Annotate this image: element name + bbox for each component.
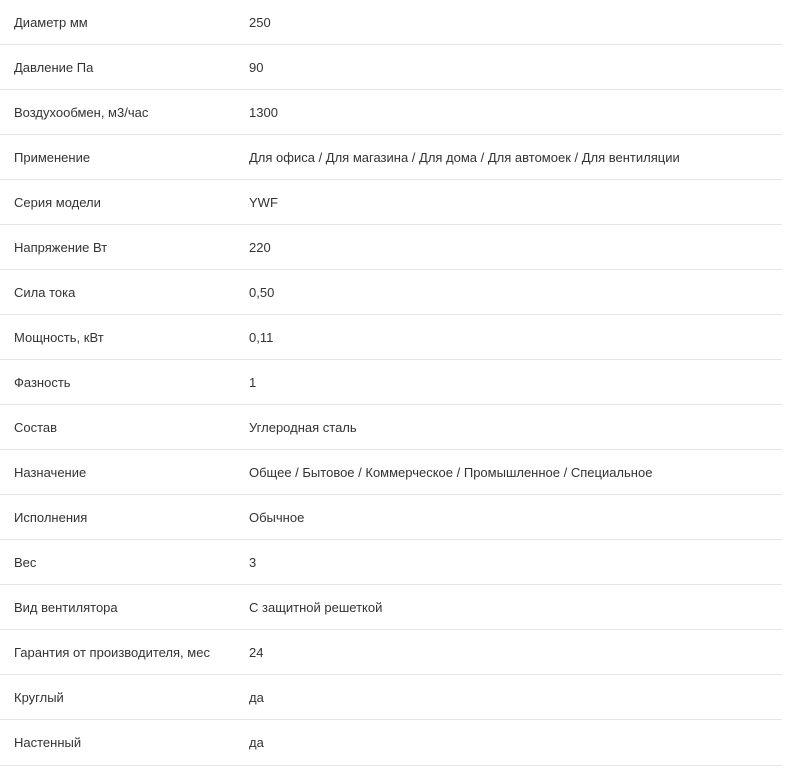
spec-label: Давление Па bbox=[14, 59, 94, 75]
spec-label: Круглый bbox=[14, 689, 64, 705]
spec-value: 90 bbox=[249, 59, 264, 75]
spec-row-purpose bbox=[0, 450, 782, 495]
spec-row-warranty bbox=[0, 630, 782, 675]
spec-row-weight bbox=[0, 540, 782, 585]
spec-label: Мощность, кВт bbox=[14, 329, 104, 345]
spec-value: да bbox=[249, 689, 264, 705]
spec-row-pressure bbox=[0, 45, 782, 90]
spec-value: YWF bbox=[249, 194, 278, 210]
spec-label: Фазность bbox=[14, 374, 71, 390]
spec-value: Обычное bbox=[249, 509, 305, 525]
spec-value: С защитной решеткой bbox=[249, 599, 383, 615]
spec-row-application bbox=[0, 135, 782, 180]
spec-label: Напряжение Вт bbox=[14, 239, 108, 255]
spec-value: да bbox=[249, 735, 264, 750]
spec-value: 24 bbox=[249, 644, 264, 660]
spec-value: 3 bbox=[249, 554, 257, 570]
spec-label: Вес bbox=[14, 554, 37, 570]
spec-label: Состав bbox=[14, 419, 58, 435]
spec-label: Диаметр мм bbox=[14, 14, 88, 30]
spec-value: 0,11 bbox=[249, 329, 274, 345]
spec-row-phases bbox=[0, 360, 782, 405]
spec-row-current bbox=[0, 270, 782, 315]
spec-label: Настенный bbox=[14, 735, 82, 750]
spec-row-version bbox=[0, 495, 782, 540]
spec-row-diameter bbox=[0, 0, 782, 45]
spec-label: Назначение bbox=[14, 464, 87, 480]
spec-row-material bbox=[0, 405, 782, 450]
spec-row-airflow bbox=[0, 90, 782, 135]
spec-label: Гарантия от производителя, мес bbox=[14, 644, 210, 660]
spec-row-fan-type bbox=[0, 585, 782, 630]
spec-value: 1 bbox=[249, 374, 257, 390]
spec-value: Общее / Бытовое / Коммерческое / Промышленное / Специальное bbox=[249, 464, 653, 480]
spec-row-wall-mounted bbox=[0, 720, 782, 766]
spec-value: Углеродная сталь bbox=[249, 419, 357, 435]
spec-row-model-series bbox=[0, 180, 782, 225]
spec-label: Воздухообмен, м3/час bbox=[14, 104, 149, 120]
spec-value: 0,50 bbox=[249, 284, 275, 300]
spec-value: 1300 bbox=[249, 104, 278, 120]
spec-row-round bbox=[0, 675, 782, 720]
spec-value: 250 bbox=[249, 14, 271, 30]
spec-label: Сила тока bbox=[14, 284, 76, 300]
spec-label: Вид вентилятора bbox=[14, 599, 118, 615]
spec-label: Применение bbox=[14, 149, 91, 165]
spec-row-voltage bbox=[0, 225, 782, 270]
spec-label: Серия модели bbox=[14, 194, 101, 210]
spec-label: Исполнения bbox=[14, 509, 88, 525]
spec-value: 220 bbox=[249, 239, 271, 255]
spec-value: Для офиса / Для магазина / Для дома / Для автомоек / Для вентиляции bbox=[249, 149, 680, 165]
spec-row-power bbox=[0, 315, 782, 360]
